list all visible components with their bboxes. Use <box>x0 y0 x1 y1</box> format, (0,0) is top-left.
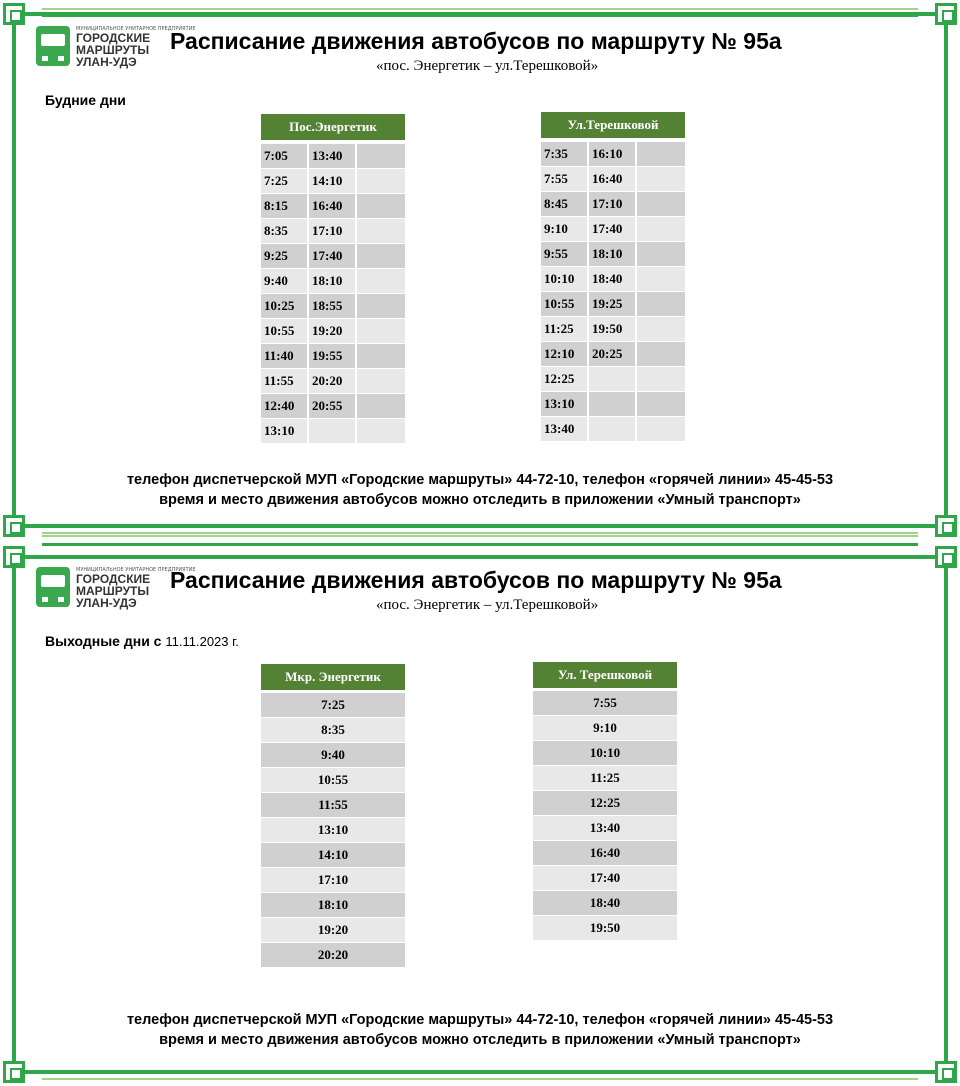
table-row <box>261 294 405 318</box>
time-cell <box>589 367 635 391</box>
weekend-label: Выходные дни с 11.11.2023 г. <box>45 633 239 649</box>
frame-line <box>42 14 918 17</box>
company-logo <box>36 26 196 69</box>
table-row <box>261 269 405 293</box>
corner-ornament <box>935 1061 957 1083</box>
time-cell <box>357 144 405 168</box>
time-cell: 12:10 <box>541 342 587 366</box>
corner-ornament <box>3 515 25 537</box>
table-row <box>261 219 405 243</box>
table-row <box>261 369 405 393</box>
time-cell: 18:40 <box>533 891 677 915</box>
time-cell <box>637 317 685 341</box>
footer-app: время и место движения автобусов можно отследить в приложении «Умный транспорт» <box>159 1032 801 1048</box>
time-cell: 10:55 <box>261 768 405 792</box>
table-row <box>261 868 405 892</box>
time-cell <box>357 169 405 193</box>
frame-line <box>42 1078 918 1080</box>
time-cell <box>589 392 635 416</box>
time-cell: 17:10 <box>309 219 355 243</box>
weekday-panel <box>0 0 960 540</box>
time-cell <box>357 344 405 368</box>
time-cell: 18:10 <box>261 893 405 917</box>
time-cell: 12:25 <box>533 791 677 815</box>
time-cell: 7:35 <box>541 142 587 166</box>
time-cell: 19:20 <box>309 319 355 343</box>
time-cell: 20:25 <box>589 342 635 366</box>
weekend-left-table <box>261 693 405 968</box>
time-cell: 18:10 <box>309 269 355 293</box>
time-cell: 11:55 <box>261 793 405 817</box>
time-cell: 8:35 <box>261 219 307 243</box>
corner-ornament <box>935 515 957 537</box>
time-cell <box>589 417 635 441</box>
footer-phones: телефон диспетчерской МУП «Городские маршруты» 44-72-10, телефон «горячей линии» 45-45-53 <box>126 1012 834 1028</box>
time-cell: 19:55 <box>309 344 355 368</box>
corner-ornament <box>3 546 25 568</box>
company-logo <box>36 567 196 610</box>
time-cell: 18:10 <box>589 242 635 266</box>
weekday-label: Будние дни <box>45 92 126 108</box>
frame-line <box>42 524 918 527</box>
time-cell: 10:10 <box>533 741 677 765</box>
time-cell: 11:40 <box>261 344 307 368</box>
table-row <box>533 766 677 790</box>
route-subtitle: «пос. Энергетик – ул.Терешковой» <box>376 597 599 613</box>
table-row <box>261 394 405 418</box>
table-row <box>261 144 405 168</box>
time-cell <box>637 342 685 366</box>
time-cell: 19:50 <box>589 317 635 341</box>
frame-line <box>42 8 918 10</box>
time-cell: 7:55 <box>533 691 677 715</box>
time-cell <box>357 369 405 393</box>
time-cell: 8:35 <box>261 718 405 742</box>
time-cell <box>357 244 405 268</box>
time-cell: 13:10 <box>541 392 587 416</box>
route-subtitle: «пос. Энергетик – ул.Терешковой» <box>376 58 599 74</box>
time-cell: 9:10 <box>533 716 677 740</box>
table-row <box>261 194 405 218</box>
table-row <box>261 718 405 742</box>
footer-info <box>0 470 960 510</box>
time-cell <box>637 292 685 316</box>
time-cell <box>357 219 405 243</box>
table-row <box>261 893 405 917</box>
logo-name: ГОРОДСКИЕ МАРШРУТЫ УЛАН-УДЭ <box>76 31 151 69</box>
table-row <box>261 793 405 817</box>
time-cell <box>357 194 405 218</box>
table-row <box>541 167 685 191</box>
time-cell: 14:10 <box>261 843 405 867</box>
table-row <box>533 716 677 740</box>
frame-line <box>42 543 918 546</box>
frame-line <box>42 535 918 537</box>
time-cell <box>637 267 685 291</box>
time-cell <box>637 367 685 391</box>
frame-line <box>42 532 918 534</box>
time-cell <box>357 394 405 418</box>
table-row <box>533 691 677 715</box>
table-row <box>261 169 405 193</box>
table-row <box>533 741 677 765</box>
table-row <box>541 192 685 216</box>
time-cell: 13:40 <box>533 816 677 840</box>
table-row <box>541 217 685 241</box>
frame-line <box>42 1071 918 1074</box>
table-row <box>541 417 685 441</box>
time-cell: 16:40 <box>309 194 355 218</box>
corner-ornament <box>935 3 957 25</box>
time-cell: 13:10 <box>261 419 307 443</box>
table-row <box>533 866 677 890</box>
time-cell: 17:10 <box>589 192 635 216</box>
time-cell: 7:25 <box>261 169 307 193</box>
footer-app: время и место движения автобусов можно отследить в приложении «Умный транспорт» <box>159 492 801 508</box>
weekend-panel <box>0 543 960 1086</box>
table-row <box>261 918 405 942</box>
table-row <box>261 768 405 792</box>
weekend-right-header: Ул. Терешковой <box>533 662 677 688</box>
time-cell: 20:20 <box>261 943 405 967</box>
table-row <box>541 342 685 366</box>
table-row <box>533 791 677 815</box>
table-row <box>541 392 685 416</box>
time-cell: 10:25 <box>261 294 307 318</box>
logo-name: ГОРОДСКИЕ МАРШРУТЫ УЛАН-УДЭ <box>76 572 151 610</box>
time-cell <box>357 269 405 293</box>
weekday-right-table <box>541 142 685 442</box>
time-cell: 11:25 <box>541 317 587 341</box>
table-row <box>261 344 405 368</box>
time-cell: 11:25 <box>533 766 677 790</box>
table-row <box>533 816 677 840</box>
time-cell: 20:20 <box>309 369 355 393</box>
time-cell <box>637 217 685 241</box>
table-row <box>261 743 405 767</box>
time-cell: 17:40 <box>589 217 635 241</box>
time-cell: 12:25 <box>541 367 587 391</box>
time-cell: 13:40 <box>309 144 355 168</box>
time-cell <box>357 419 405 443</box>
bus-icon <box>36 26 70 66</box>
logo-small-text: МУНИЦИПАЛЬНОЕ УНИТАРНОЕ ПРЕДПРИЯТИЕ <box>76 567 196 573</box>
time-cell: 10:55 <box>541 292 587 316</box>
time-cell: 16:40 <box>589 167 635 191</box>
time-cell: 7:55 <box>541 167 587 191</box>
time-cell: 19:25 <box>589 292 635 316</box>
time-cell: 20:55 <box>309 394 355 418</box>
table-row <box>261 419 405 443</box>
time-cell: 9:40 <box>261 269 307 293</box>
logo-small-text: МУНИЦИПАЛЬНОЕ УНИТАРНОЕ ПРЕДПРИЯТИЕ <box>76 26 196 32</box>
page-title: Расписание движения автобусов по маршруту № 95а <box>170 28 782 54</box>
time-cell: 13:10 <box>261 818 405 842</box>
panel-frame <box>12 12 948 528</box>
time-cell: 8:15 <box>261 194 307 218</box>
footer-info <box>0 1010 960 1050</box>
time-cell <box>637 417 685 441</box>
table-row <box>541 142 685 166</box>
time-cell: 11:55 <box>261 369 307 393</box>
time-cell: 19:20 <box>261 918 405 942</box>
weekday-left-table <box>261 144 405 444</box>
time-cell: 7:25 <box>261 693 405 717</box>
time-cell: 17:10 <box>261 868 405 892</box>
time-cell: 17:40 <box>533 866 677 890</box>
table-row <box>533 841 677 865</box>
weekend-right-table <box>533 691 677 941</box>
time-cell: 8:45 <box>541 192 587 216</box>
time-cell: 9:10 <box>541 217 587 241</box>
weekday-left-header: Пос.Энергетик <box>261 114 405 140</box>
table-row <box>261 818 405 842</box>
corner-ornament <box>935 546 957 568</box>
time-cell: 14:10 <box>309 169 355 193</box>
time-cell: 12:40 <box>261 394 307 418</box>
table-row <box>541 317 685 341</box>
table-row <box>541 367 685 391</box>
table-row <box>533 891 677 915</box>
table-row <box>261 319 405 343</box>
time-cell <box>637 392 685 416</box>
table-row <box>261 244 405 268</box>
table-row <box>261 943 405 967</box>
time-cell <box>637 192 685 216</box>
table-row <box>261 693 405 717</box>
time-cell <box>357 319 405 343</box>
corner-ornament <box>3 3 25 25</box>
time-cell: 9:55 <box>541 242 587 266</box>
footer-phones: телефон диспетчерской МУП «Городские маршруты» 44-72-10, телефон «горячей линии» 45-45-53 <box>126 472 834 488</box>
table-row <box>541 292 685 316</box>
table-row <box>533 916 677 940</box>
time-cell: 16:10 <box>589 142 635 166</box>
time-cell <box>309 419 355 443</box>
time-cell: 10:10 <box>541 267 587 291</box>
corner-ornament <box>3 1061 25 1083</box>
bus-icon <box>36 567 70 607</box>
table-row <box>261 843 405 867</box>
time-cell <box>637 142 685 166</box>
time-cell <box>637 167 685 191</box>
time-cell: 9:25 <box>261 244 307 268</box>
weekday-right-header: Ул.Терешковой <box>541 112 685 138</box>
time-cell: 18:55 <box>309 294 355 318</box>
time-cell: 19:50 <box>533 916 677 940</box>
weekend-start-date: 11.11.2023 г. <box>165 634 239 649</box>
page-title: Расписание движения автобусов по маршруту № 95а <box>170 567 782 593</box>
time-cell: 13:40 <box>541 417 587 441</box>
time-cell <box>637 242 685 266</box>
time-cell <box>357 294 405 318</box>
weekend-left-header: Мкр. Энергетик <box>261 664 405 690</box>
time-cell: 9:40 <box>261 743 405 767</box>
time-cell: 10:55 <box>261 319 307 343</box>
time-cell: 7:05 <box>261 144 307 168</box>
time-cell: 18:40 <box>589 267 635 291</box>
table-row <box>541 242 685 266</box>
table-row <box>541 267 685 291</box>
time-cell: 17:40 <box>309 244 355 268</box>
time-cell: 16:40 <box>533 841 677 865</box>
